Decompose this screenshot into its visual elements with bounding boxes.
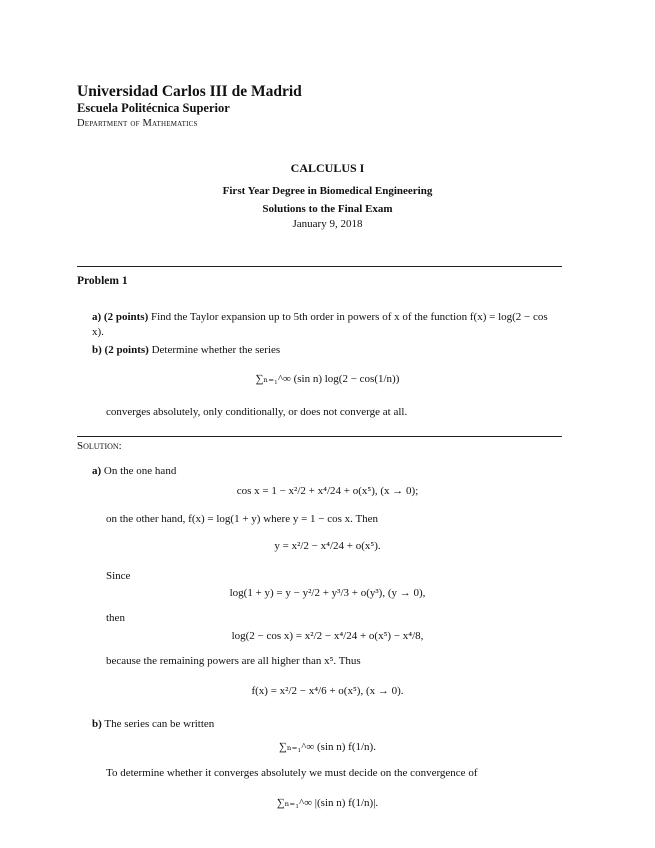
part-a-text: Find the Taylor expansion up to 5th order in powers of x of the function f(x) = log(2 − cos x). (92, 311, 548, 338)
problem-part-a (92, 310, 562, 340)
solution-a-since: Since (106, 570, 131, 582)
equation-y-expansion: y = x²/2 − x⁴/24 + o(x⁵). (274, 540, 381, 552)
part-b-text: Determine whether the series (151, 344, 281, 356)
part-a-label: a) (92, 311, 102, 323)
solution-heading: Solution: (77, 440, 122, 452)
solution-a-label: a) (92, 465, 102, 477)
university-name: Universidad Carlos III de Madrid (77, 83, 302, 100)
course-title: CALCULUS I (290, 161, 365, 175)
part-b-series: ∑ₙ₌₁^∞ (sin n) log(2 − cos(1/n)) (255, 373, 400, 385)
solution-a-intro-text: On the one hand (103, 465, 177, 477)
equation-abs-series: ∑ₙ₌₁^∞ |(sin n) f(1/n)|. (276, 797, 379, 809)
part-b-after-text: converges absolutely, only conditionally, or does not converge at all. (106, 406, 408, 418)
equation-series-rewritten: ∑ₙ₌₁^∞ (sin n) f(1/n). (279, 741, 376, 753)
divider-solution (77, 436, 562, 437)
part-a-points: (2 points) (103, 311, 149, 323)
problem-heading: Problem 1 (77, 275, 128, 287)
problem-part-b (92, 343, 562, 358)
degree-title: First Year Degree in Biomedical Engineering (222, 185, 433, 197)
equation-log-cos-expansion: log(2 − cos x) = x²/2 − x⁴/24 + o(x⁵) − x⁴/8, (231, 630, 424, 642)
solution-b-intro (92, 717, 214, 732)
solution-a-intro (92, 464, 176, 479)
equation-log-expansion: log(1 + y) = y − y²/2 + y³/3 + o(y³), (y → 0), (229, 587, 426, 599)
solution-a-then: then (106, 612, 125, 624)
solution-b-label: b) (92, 718, 102, 730)
solution-b-intro-text: The series can be written (104, 718, 215, 730)
part-b-points: (2 points) (104, 344, 149, 356)
part-b-label: b) (92, 344, 102, 356)
equation-cos-expansion: cos x = 1 − x²/2 + x⁴/24 + o(x⁵), (x → 0); (236, 485, 419, 497)
school-name: Escuela Politécnica Superior (77, 101, 230, 115)
exam-date: January 9, 2018 (292, 218, 363, 230)
solution-a-text5: because the remaining powers are all higher than x⁵. Thus (106, 655, 361, 667)
exam-subtitle: Solutions to the Final Exam (262, 203, 393, 215)
divider-top (77, 266, 562, 267)
solution-b-text2: To determine whether it converges absolutely we must decide on the convergence of (106, 767, 478, 779)
department-name: Department of Mathematics (77, 118, 198, 129)
equation-f-result: f(x) = x²/2 − x⁴/6 + o(x⁵), (x → 0). (251, 685, 404, 697)
solution-a-text2: on the other hand, f(x) = log(1 + y) where y = 1 − cos x. Then (106, 513, 379, 525)
